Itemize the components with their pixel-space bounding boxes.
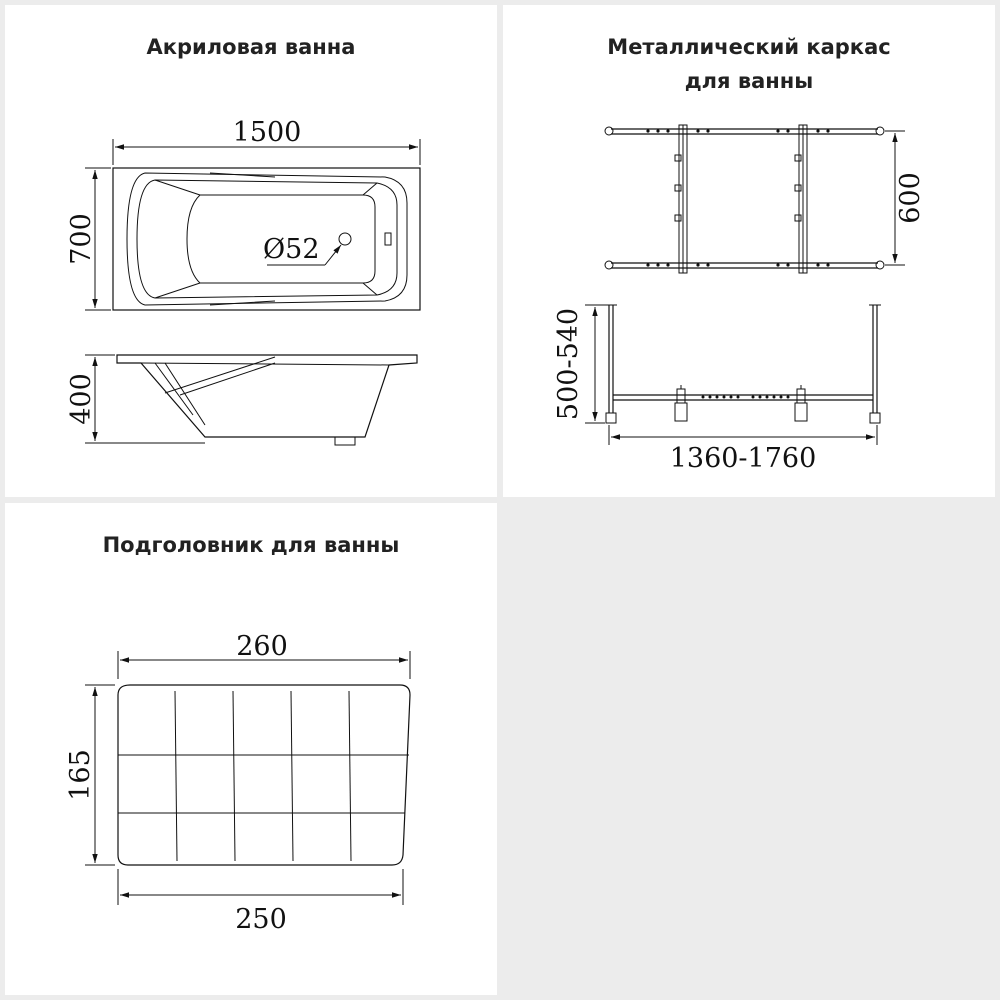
frame-side-view xyxy=(605,305,881,423)
headrest-outline xyxy=(118,685,410,865)
headrest-height-dimension xyxy=(65,685,115,865)
frame-panel xyxy=(503,5,995,497)
bathtub-height-label: 400 xyxy=(66,373,97,425)
bathtub-length-label: 1500 xyxy=(232,117,302,148)
headrest-top-width-label: 260 xyxy=(236,631,288,662)
frame-width-dimension xyxy=(885,131,926,265)
bathtub-width-label: 700 xyxy=(66,213,97,265)
bathtub-height-dimension xyxy=(66,355,205,443)
frame-length-dimension xyxy=(609,425,877,474)
frame-width-label: 600 xyxy=(895,172,926,224)
frame-top-view xyxy=(605,125,884,273)
headrest-drawing xyxy=(5,503,497,995)
headrest-panel xyxy=(5,503,497,995)
headrest-title: Подголовник для ванны xyxy=(102,533,400,557)
bathtub-side-view xyxy=(117,355,417,445)
headrest-top-width-dimension xyxy=(118,631,410,679)
frame-drawing xyxy=(503,5,995,497)
frame-height-dimension xyxy=(553,305,605,423)
frame-title-line2: для ванны xyxy=(684,69,814,93)
bathtub-length-dimension xyxy=(113,117,420,165)
headrest-bottom-width-dimension xyxy=(118,869,403,935)
bathtub-top-view xyxy=(113,168,420,310)
bathtub-panel xyxy=(5,5,497,497)
bathtub-title: Акриловая ванна xyxy=(146,35,356,59)
empty-panel xyxy=(503,503,995,995)
frame-length-label: 1360-1760 xyxy=(669,443,817,474)
frame-title-line1: Металлический каркас xyxy=(607,35,891,59)
headrest-height-label: 165 xyxy=(65,749,96,801)
drain-diameter-label: Ø52 xyxy=(263,234,320,265)
frame-height-label: 500-540 xyxy=(553,307,584,421)
headrest-bottom-width-label: 250 xyxy=(235,904,287,935)
bathtub-drawing xyxy=(5,5,497,497)
bathtub-width-dimension xyxy=(66,168,111,310)
